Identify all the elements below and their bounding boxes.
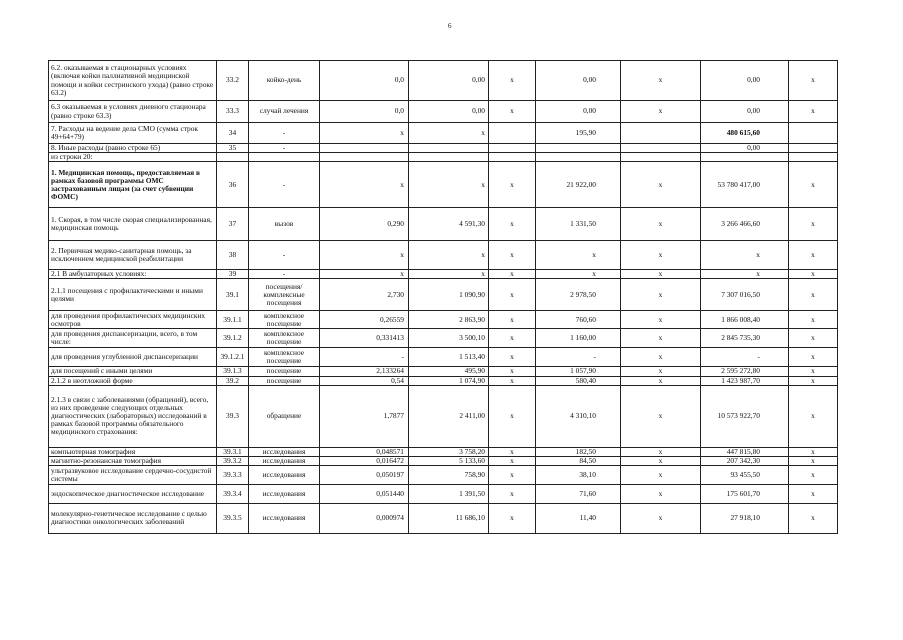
table-cell: x <box>489 376 536 385</box>
table-cell: x <box>320 123 409 144</box>
table-row <box>49 153 838 162</box>
table-cell: 0,00 <box>536 61 621 101</box>
table-cell: x <box>621 484 701 503</box>
table-cell: x <box>621 311 701 329</box>
table-cell: 11,40 <box>536 503 621 533</box>
table-cell: 10 573 922,70 <box>701 385 789 447</box>
table-cell: исследования <box>249 503 320 533</box>
table-cell: x <box>320 162 409 208</box>
table-cell: - <box>249 241 320 270</box>
table-cell: 1 074,90 <box>409 376 489 385</box>
table-cell: x <box>621 385 701 447</box>
table-cell: койко-день <box>249 61 320 101</box>
table-cell: 38 <box>217 241 249 270</box>
table-row <box>49 162 838 208</box>
table-cell <box>320 144 409 153</box>
table-cell: x <box>789 447 838 456</box>
table-cell: 3 758,20 <box>409 447 489 456</box>
table-cell: 35 <box>217 144 249 153</box>
table-cell <box>621 123 701 144</box>
table-cell: x <box>409 241 489 270</box>
data-table <box>48 60 838 534</box>
table-cell <box>789 123 838 144</box>
table-cell: 0,290 <box>320 208 409 241</box>
table-row <box>49 376 838 385</box>
row-label: 2.1.2 в неотложной форме <box>49 376 217 385</box>
table-cell: x <box>621 465 701 484</box>
table-cell: 0,016472 <box>320 456 409 465</box>
table-cell: x <box>621 101 701 123</box>
table-cell <box>789 144 838 153</box>
table-cell: 195,90 <box>536 123 621 144</box>
table-cell: 1 866 008,40 <box>701 311 789 329</box>
table-cell: x <box>789 376 838 385</box>
table-cell: 5 133,60 <box>409 456 489 465</box>
table-row <box>49 123 838 144</box>
table-cell: комплексное посещение <box>249 311 320 329</box>
row-label: ультразвуковое исследование сердечно-сосудистой системы <box>49 465 217 484</box>
table-cell: 39.2 <box>217 376 249 385</box>
table-cell: 37 <box>217 208 249 241</box>
table-cell: x <box>789 311 838 329</box>
table-cell: 39 <box>217 270 249 279</box>
row-label: 7. Расходы на ведение дела СМО (сумма строк 49+64+79) <box>49 123 217 144</box>
table-cell: посещения/комплексные посещения <box>249 279 320 311</box>
table-cell: 2,133264 <box>320 367 409 376</box>
table-cell: 11 686,10 <box>409 503 489 533</box>
table-cell: 0,00 <box>409 101 489 123</box>
table-cell: 2 863,90 <box>409 311 489 329</box>
row-label: 6.3 оказываемая в условиях дневного стационара (равно строке 63.3) <box>49 101 217 123</box>
table-cell: x <box>320 241 409 270</box>
table-cell: посещение <box>249 376 320 385</box>
table-cell: 0,331413 <box>320 329 409 348</box>
table-cell: 1,7877 <box>320 385 409 447</box>
table-cell: x <box>489 329 536 348</box>
table-cell: x <box>789 270 838 279</box>
table-cell: 0,048571 <box>320 447 409 456</box>
row-label: магнитно-резонансная томография <box>49 456 217 465</box>
table-cell: 1 057,90 <box>536 367 621 376</box>
table-cell: 3 500,10 <box>409 329 489 348</box>
table-cell: 33.2 <box>217 61 249 101</box>
table-cell <box>621 153 701 162</box>
table-cell: x <box>320 270 409 279</box>
row-label: эндоскопическое диагностическое исследование <box>49 484 217 503</box>
table-cell: исследования <box>249 465 320 484</box>
table-cell <box>489 144 536 153</box>
table-cell: 0,0 <box>320 101 409 123</box>
table-cell: 39.1.3 <box>217 367 249 376</box>
table-cell: 182,50 <box>536 447 621 456</box>
table-cell: x <box>621 329 701 348</box>
table-cell: x <box>489 279 536 311</box>
table-cell: 39.3.5 <box>217 503 249 533</box>
table-row <box>49 270 838 279</box>
table-cell: x <box>621 270 701 279</box>
table-cell: x <box>489 385 536 447</box>
table-cell: x <box>789 385 838 447</box>
table-cell: x <box>621 503 701 533</box>
table-cell: исследования <box>249 484 320 503</box>
table-cell: x <box>489 503 536 533</box>
table-cell: 39.3.2 <box>217 456 249 465</box>
table-cell: посещение <box>249 367 320 376</box>
table-cell: 2 411,00 <box>409 385 489 447</box>
table-row <box>49 465 838 484</box>
table-cell: 84,50 <box>536 456 621 465</box>
table-cell: x <box>789 503 838 533</box>
table-row <box>49 348 838 367</box>
table-cell: 1 513,40 <box>409 348 489 367</box>
table-cell: исследования <box>249 456 320 465</box>
table-cell: 39.1 <box>217 279 249 311</box>
table-cell: 34 <box>217 123 249 144</box>
table-cell: x <box>489 447 536 456</box>
table-cell <box>320 153 409 162</box>
table-cell: случай лечения <box>249 101 320 123</box>
table-row <box>49 241 838 270</box>
table-cell: 0,051440 <box>320 484 409 503</box>
table-cell: 480 615,60 <box>701 123 789 144</box>
table-cell: 1 423 987,70 <box>701 376 789 385</box>
table-cell: x <box>489 484 536 503</box>
table-cell: 758,90 <box>409 465 489 484</box>
table-cell: 0,050197 <box>320 465 409 484</box>
table-cell: вызов <box>249 208 320 241</box>
row-label: 1. Скорая, в том числе скорая специализированная, медицинская помощь <box>49 208 217 241</box>
table-cell: x <box>409 270 489 279</box>
row-label: 2.1 В амбулаторных условиях: <box>49 270 217 279</box>
table-cell <box>409 153 489 162</box>
table-cell: 0,26559 <box>320 311 409 329</box>
table-cell: x <box>789 279 838 311</box>
table-cell: 27 918,10 <box>701 503 789 533</box>
table-cell: x <box>489 61 536 101</box>
table-cell: x <box>621 447 701 456</box>
table-cell: x <box>789 329 838 348</box>
table-cell: x <box>489 456 536 465</box>
table-cell: - <box>249 123 320 144</box>
table-row <box>49 484 838 503</box>
table-cell: исследования <box>249 447 320 456</box>
table-cell: x <box>409 162 489 208</box>
table-cell <box>536 144 621 153</box>
table-cell: 39.3 <box>217 385 249 447</box>
table-cell <box>409 144 489 153</box>
table-cell: x <box>536 241 621 270</box>
table-cell: x <box>621 61 701 101</box>
table-cell: x <box>621 279 701 311</box>
table-cell: - <box>701 348 789 367</box>
table-cell: 447 815,80 <box>701 447 789 456</box>
table-row <box>49 208 838 241</box>
table-cell <box>489 153 536 162</box>
table-cell: x <box>621 241 701 270</box>
row-label: для посещений с иными целями <box>49 367 217 376</box>
row-label: 8. Иные расходы (равно строке 65) <box>49 144 217 153</box>
table-cell: x <box>789 456 838 465</box>
table-cell: 21 922,00 <box>536 162 621 208</box>
table-cell: 71,60 <box>536 484 621 503</box>
table-cell: x <box>701 241 789 270</box>
table-cell: - <box>320 348 409 367</box>
table-cell: x <box>701 270 789 279</box>
row-label: для проведения углубленной диспансеризации <box>49 348 217 367</box>
table-cell: 580,40 <box>536 376 621 385</box>
table-cell: 39.3.1 <box>217 447 249 456</box>
table-cell: 2 978,50 <box>536 279 621 311</box>
table-cell: x <box>489 367 536 376</box>
table-cell: 93 455,50 <box>701 465 789 484</box>
table-cell <box>789 153 838 162</box>
table-cell: 4 310,10 <box>536 385 621 447</box>
table-row <box>49 61 838 101</box>
table-cell: x <box>489 241 536 270</box>
table-row <box>49 503 838 533</box>
table-cell: x <box>489 101 536 123</box>
table-cell: комплексное посещение <box>249 329 320 348</box>
table-cell: x <box>789 484 838 503</box>
table-row <box>49 279 838 311</box>
table-cell: 760,60 <box>536 311 621 329</box>
table-cell: 3 266 466,60 <box>701 208 789 241</box>
table-cell <box>217 153 249 162</box>
table-cell: - <box>249 144 320 153</box>
table-row <box>49 367 838 376</box>
table-cell <box>536 153 621 162</box>
page-number: 6 <box>448 22 452 30</box>
table-cell: x <box>621 376 701 385</box>
table-cell: 39.1.1 <box>217 311 249 329</box>
table-cell: 39.3.4 <box>217 484 249 503</box>
table-cell: x <box>489 162 536 208</box>
row-label: компьютерная томография <box>49 447 217 456</box>
table-cell: 39.1.2.1 <box>217 348 249 367</box>
table-cell: 0,00 <box>409 61 489 101</box>
table-cell: x <box>489 270 536 279</box>
table-cell: 1 391,50 <box>409 484 489 503</box>
table-cell: - <box>249 162 320 208</box>
row-label: 2.1.3 в связи с заболеваниями (обращений), всего, из них проведение следующих отдельных диагностических (лабораторных) исследований в рамках базовой программы обязательного медицинского страхования: <box>49 385 217 447</box>
table-cell: 39.1.2 <box>217 329 249 348</box>
table-cell: x <box>621 456 701 465</box>
table-row <box>49 447 838 456</box>
table-cell: обращение <box>249 385 320 447</box>
table-cell: x <box>409 123 489 144</box>
table-row <box>49 385 838 447</box>
row-label: 2.1.1 посещения с профилактическими и иными целями <box>49 279 217 311</box>
table-cell: x <box>489 208 536 241</box>
table-cell: 207 342,30 <box>701 456 789 465</box>
table-cell: 2 845 735,30 <box>701 329 789 348</box>
row-label: для проведения диспансеризации, всего, в том числе: <box>49 329 217 348</box>
table-cell: x <box>789 348 838 367</box>
table-cell: 0,000974 <box>320 503 409 533</box>
table-cell: 0,00 <box>701 101 789 123</box>
table-cell: 0,0 <box>320 61 409 101</box>
table-cell: x <box>621 162 701 208</box>
row-label: 1. Медицинская помощь, предоставляемая в рамках базовой программы ОМС застрахованным лицам (за счет субвенции ФОМС) <box>49 162 217 208</box>
table-cell: x <box>789 162 838 208</box>
table-cell: x <box>621 348 701 367</box>
table-row <box>49 101 838 123</box>
table-cell: 2,730 <box>320 279 409 311</box>
row-label: из строки 20: <box>49 153 217 162</box>
table-cell: x <box>489 311 536 329</box>
table-cell: x <box>789 465 838 484</box>
row-label: для проведения профилактических медицинских осмотров <box>49 311 217 329</box>
table-cell: x <box>489 465 536 484</box>
table-cell: 36 <box>217 162 249 208</box>
table-cell: 2 595 272,80 <box>701 367 789 376</box>
table-cell: 33.3 <box>217 101 249 123</box>
row-label: 6.2. оказываемая в стационарных условиях (включая койки паллиативной медицинской помощи и койки сестринского ухода) (равно строке 63.2) <box>49 61 217 101</box>
table-cell: комплексное посещение <box>249 348 320 367</box>
table-cell: 39.3.3 <box>217 465 249 484</box>
table-cell: 7 307 016,50 <box>701 279 789 311</box>
table-row <box>49 311 838 329</box>
table-row <box>49 144 838 153</box>
table-cell <box>621 144 701 153</box>
table-cell: 1 160,00 <box>536 329 621 348</box>
table-cell: - <box>249 270 320 279</box>
table-cell: x <box>789 208 838 241</box>
table-cell: 0,00 <box>701 144 789 153</box>
table-cell: 0,00 <box>701 61 789 101</box>
table-cell: x <box>489 348 536 367</box>
table-cell: 4 591,30 <box>409 208 489 241</box>
table-row <box>49 456 838 465</box>
table-cell: 1 090,90 <box>409 279 489 311</box>
table-cell: x <box>621 208 701 241</box>
table-cell <box>489 123 536 144</box>
table-cell: x <box>536 270 621 279</box>
table-cell: 53 780 417,00 <box>701 162 789 208</box>
table-cell: 495,90 <box>409 367 489 376</box>
table-cell: - <box>536 348 621 367</box>
table-cell: x <box>621 367 701 376</box>
table-row <box>49 329 838 348</box>
row-label: молекулярно-генетическое исследование с целью диагностики онкологических заболеваний <box>49 503 217 533</box>
table-cell: 0,54 <box>320 376 409 385</box>
table-cell: x <box>789 367 838 376</box>
table-cell: 175 601,70 <box>701 484 789 503</box>
table-cell: 0,00 <box>536 101 621 123</box>
table-cell: x <box>789 61 838 101</box>
table-cell: 1 331,50 <box>536 208 621 241</box>
row-label: 2. Первичная медико-санитарная помощь, за исключением медицинской реабилитации <box>49 241 217 270</box>
table-cell <box>249 153 320 162</box>
table-cell: 38,10 <box>536 465 621 484</box>
table-cell <box>701 153 789 162</box>
table-cell: x <box>789 241 838 270</box>
table-cell: x <box>789 101 838 123</box>
